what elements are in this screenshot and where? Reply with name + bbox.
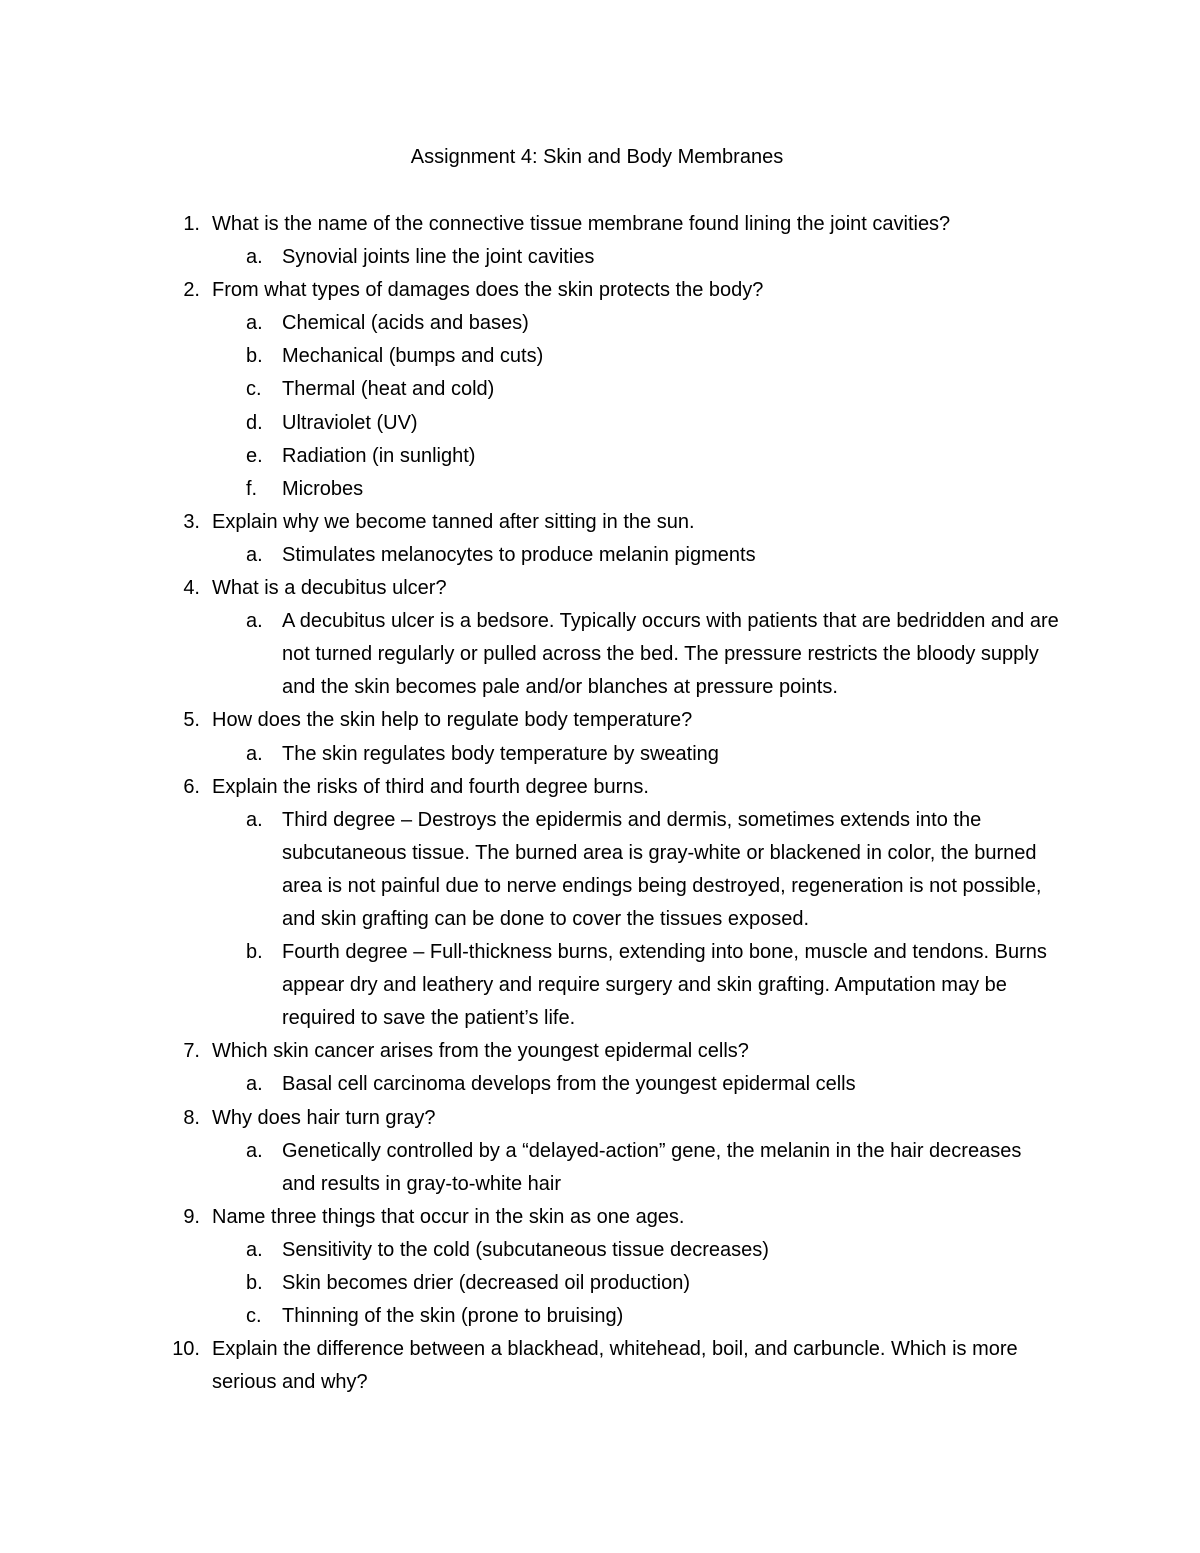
answer-item	[212, 804, 1060, 936]
answer-list	[212, 804, 1060, 1036]
answer-text: The skin regulates body temperature by sweating	[282, 742, 719, 765]
answer-item	[212, 241, 1060, 274]
question-text: What is a decubitus ulcer?	[212, 577, 447, 600]
answer-letter: a.	[246, 543, 263, 566]
answer-item	[212, 340, 1060, 373]
question-number: 8.	[183, 1106, 200, 1129]
answer-list	[212, 738, 1060, 771]
answer-item	[212, 539, 1060, 572]
answer-letter: b.	[246, 345, 263, 368]
answer-text: Sensitivity to the cold (subcutaneous tissue decreases)	[282, 1238, 769, 1261]
answer-letter: a.	[246, 1073, 263, 1096]
question-item	[160, 1035, 1060, 1101]
answer-item	[212, 1068, 1060, 1101]
answer-letter: c.	[246, 1305, 262, 1328]
answer-text: Thinning of the skin (prone to bruising)	[282, 1305, 624, 1328]
question-number: 4.	[183, 577, 200, 600]
question-item	[160, 506, 1060, 572]
answer-letter: e.	[246, 444, 263, 467]
question-item	[160, 1102, 1060, 1201]
question-text: How does the skin help to regulate body temperature?	[212, 709, 693, 732]
answer-text: Mechanical (bumps and cuts)	[282, 345, 544, 368]
answer-item	[212, 407, 1060, 440]
question-number: 1.	[183, 213, 200, 235]
question-item	[160, 704, 1060, 770]
question-item	[160, 1333, 1060, 1399]
answer-letter: a.	[246, 808, 263, 831]
answer-text: Radiation (in sunlight)	[282, 444, 476, 467]
answer-list	[212, 605, 1060, 704]
answer-letter: d.	[246, 411, 263, 434]
question-item	[160, 572, 1060, 704]
answer-item	[212, 1267, 1060, 1300]
answer-text: Third degree – Destroys the epidermis and dermis, sometimes extends into the subcutaneous tissue. The burned area is gray-white or blackened in color, the burned area is not painful due to nerve endings being destroyed, regeneration is not possible, and skin grafting can be done to cover the tissues exposed.	[282, 808, 1042, 930]
answer-item	[212, 1234, 1060, 1267]
answer-item	[212, 1300, 1060, 1333]
question-number: 3.	[183, 510, 200, 533]
answer-list	[212, 1068, 1060, 1101]
answer-list	[212, 1234, 1060, 1333]
answer-letter: c.	[246, 378, 262, 401]
answer-letter: b.	[246, 1272, 263, 1294]
answer-letter: a.	[246, 246, 263, 269]
answer-list	[212, 241, 1060, 274]
answer-text: Chemical (acids and bases)	[282, 312, 529, 335]
question-item	[160, 274, 1060, 506]
answer-text: Synovial joints line the joint cavities	[282, 246, 595, 269]
question-text: Explain why we become tanned after sitting in the sun.	[212, 510, 695, 533]
answer-item	[212, 373, 1060, 406]
question-item	[160, 1201, 1060, 1333]
answer-text: Fourth degree – Full-thickness burns, extending into bone, muscle and tendons. Burns appear dry and leathery and require surgery and skin grafting. Amputation may be required to save the patient’s life.	[282, 941, 1047, 1030]
answer-item	[212, 307, 1060, 340]
question-number: 6.	[183, 775, 200, 798]
question-item	[160, 771, 1060, 1036]
answer-item	[212, 473, 1060, 506]
answer-item	[212, 605, 1060, 704]
answer-letter: a.	[246, 610, 263, 633]
answer-text: Microbes	[282, 477, 364, 500]
answer-letter: b.	[246, 941, 263, 964]
page-title: Assignment 4: Skin and Body Membranes	[410, 146, 784, 168]
answer-text: Genetically controlled by a “delayed-action” gene, the melanin in the hair decreases and results in gray-to-white hair	[282, 1139, 1022, 1195]
question-number: 10.	[172, 1338, 200, 1361]
answer-letter: a.	[246, 1238, 263, 1261]
answer-letter: a.	[246, 742, 263, 765]
answer-letter: f.	[246, 477, 258, 500]
answer-text: Stimulates melanocytes to produce melanin pigments	[282, 543, 756, 566]
answer-letter: a.	[246, 312, 263, 335]
question-text: Name three things that occur in the skin as one ages.	[212, 1205, 685, 1228]
answer-item	[212, 440, 1060, 473]
question-text: From what types of damages does the skin protects the body?	[212, 279, 764, 302]
answer-list	[212, 1135, 1060, 1201]
question-text: Why does hair turn gray?	[212, 1106, 436, 1129]
answer-text: Thermal (heat and cold)	[282, 378, 495, 401]
question-number: 7.	[183, 1040, 200, 1063]
answer-text: Basal cell carcinoma develops from the youngest epidermal cells	[282, 1073, 856, 1096]
answer-list	[212, 307, 1060, 506]
answer-text: Skin becomes drier (decreased oil production)	[282, 1272, 690, 1294]
question-list	[160, 208, 1060, 1399]
question-item	[160, 208, 1060, 274]
answer-item	[212, 738, 1060, 771]
answer-letter: a.	[246, 1139, 263, 1162]
answer-text: A decubitus ulcer is a bedsore. Typically occurs with patients that are bedridden and are not turned regularly or pulled across the bed. The pressure restricts the bloody supply and the skin becomes pale and/or blanches at pressure points.	[282, 610, 1059, 699]
answer-text: Ultraviolet (UV)	[282, 411, 418, 434]
question-number: 5.	[183, 709, 200, 732]
answer-list	[212, 539, 1060, 572]
answer-item	[212, 1135, 1060, 1201]
question-text: Which skin cancer arises from the youngest epidermal cells?	[212, 1040, 749, 1063]
question-text: Explain the difference between a blackhead, whitehead, boil, and carbuncle. Which is more serious and why?	[212, 1338, 1018, 1394]
question-number: 9.	[183, 1205, 200, 1228]
question-text: Explain the risks of third and fourth degree burns.	[212, 775, 649, 798]
question-number: 2.	[183, 279, 200, 302]
question-text: What is the name of the connective tissue membrane found lining the joint cavities?	[212, 213, 951, 235]
answer-item	[212, 936, 1060, 1035]
